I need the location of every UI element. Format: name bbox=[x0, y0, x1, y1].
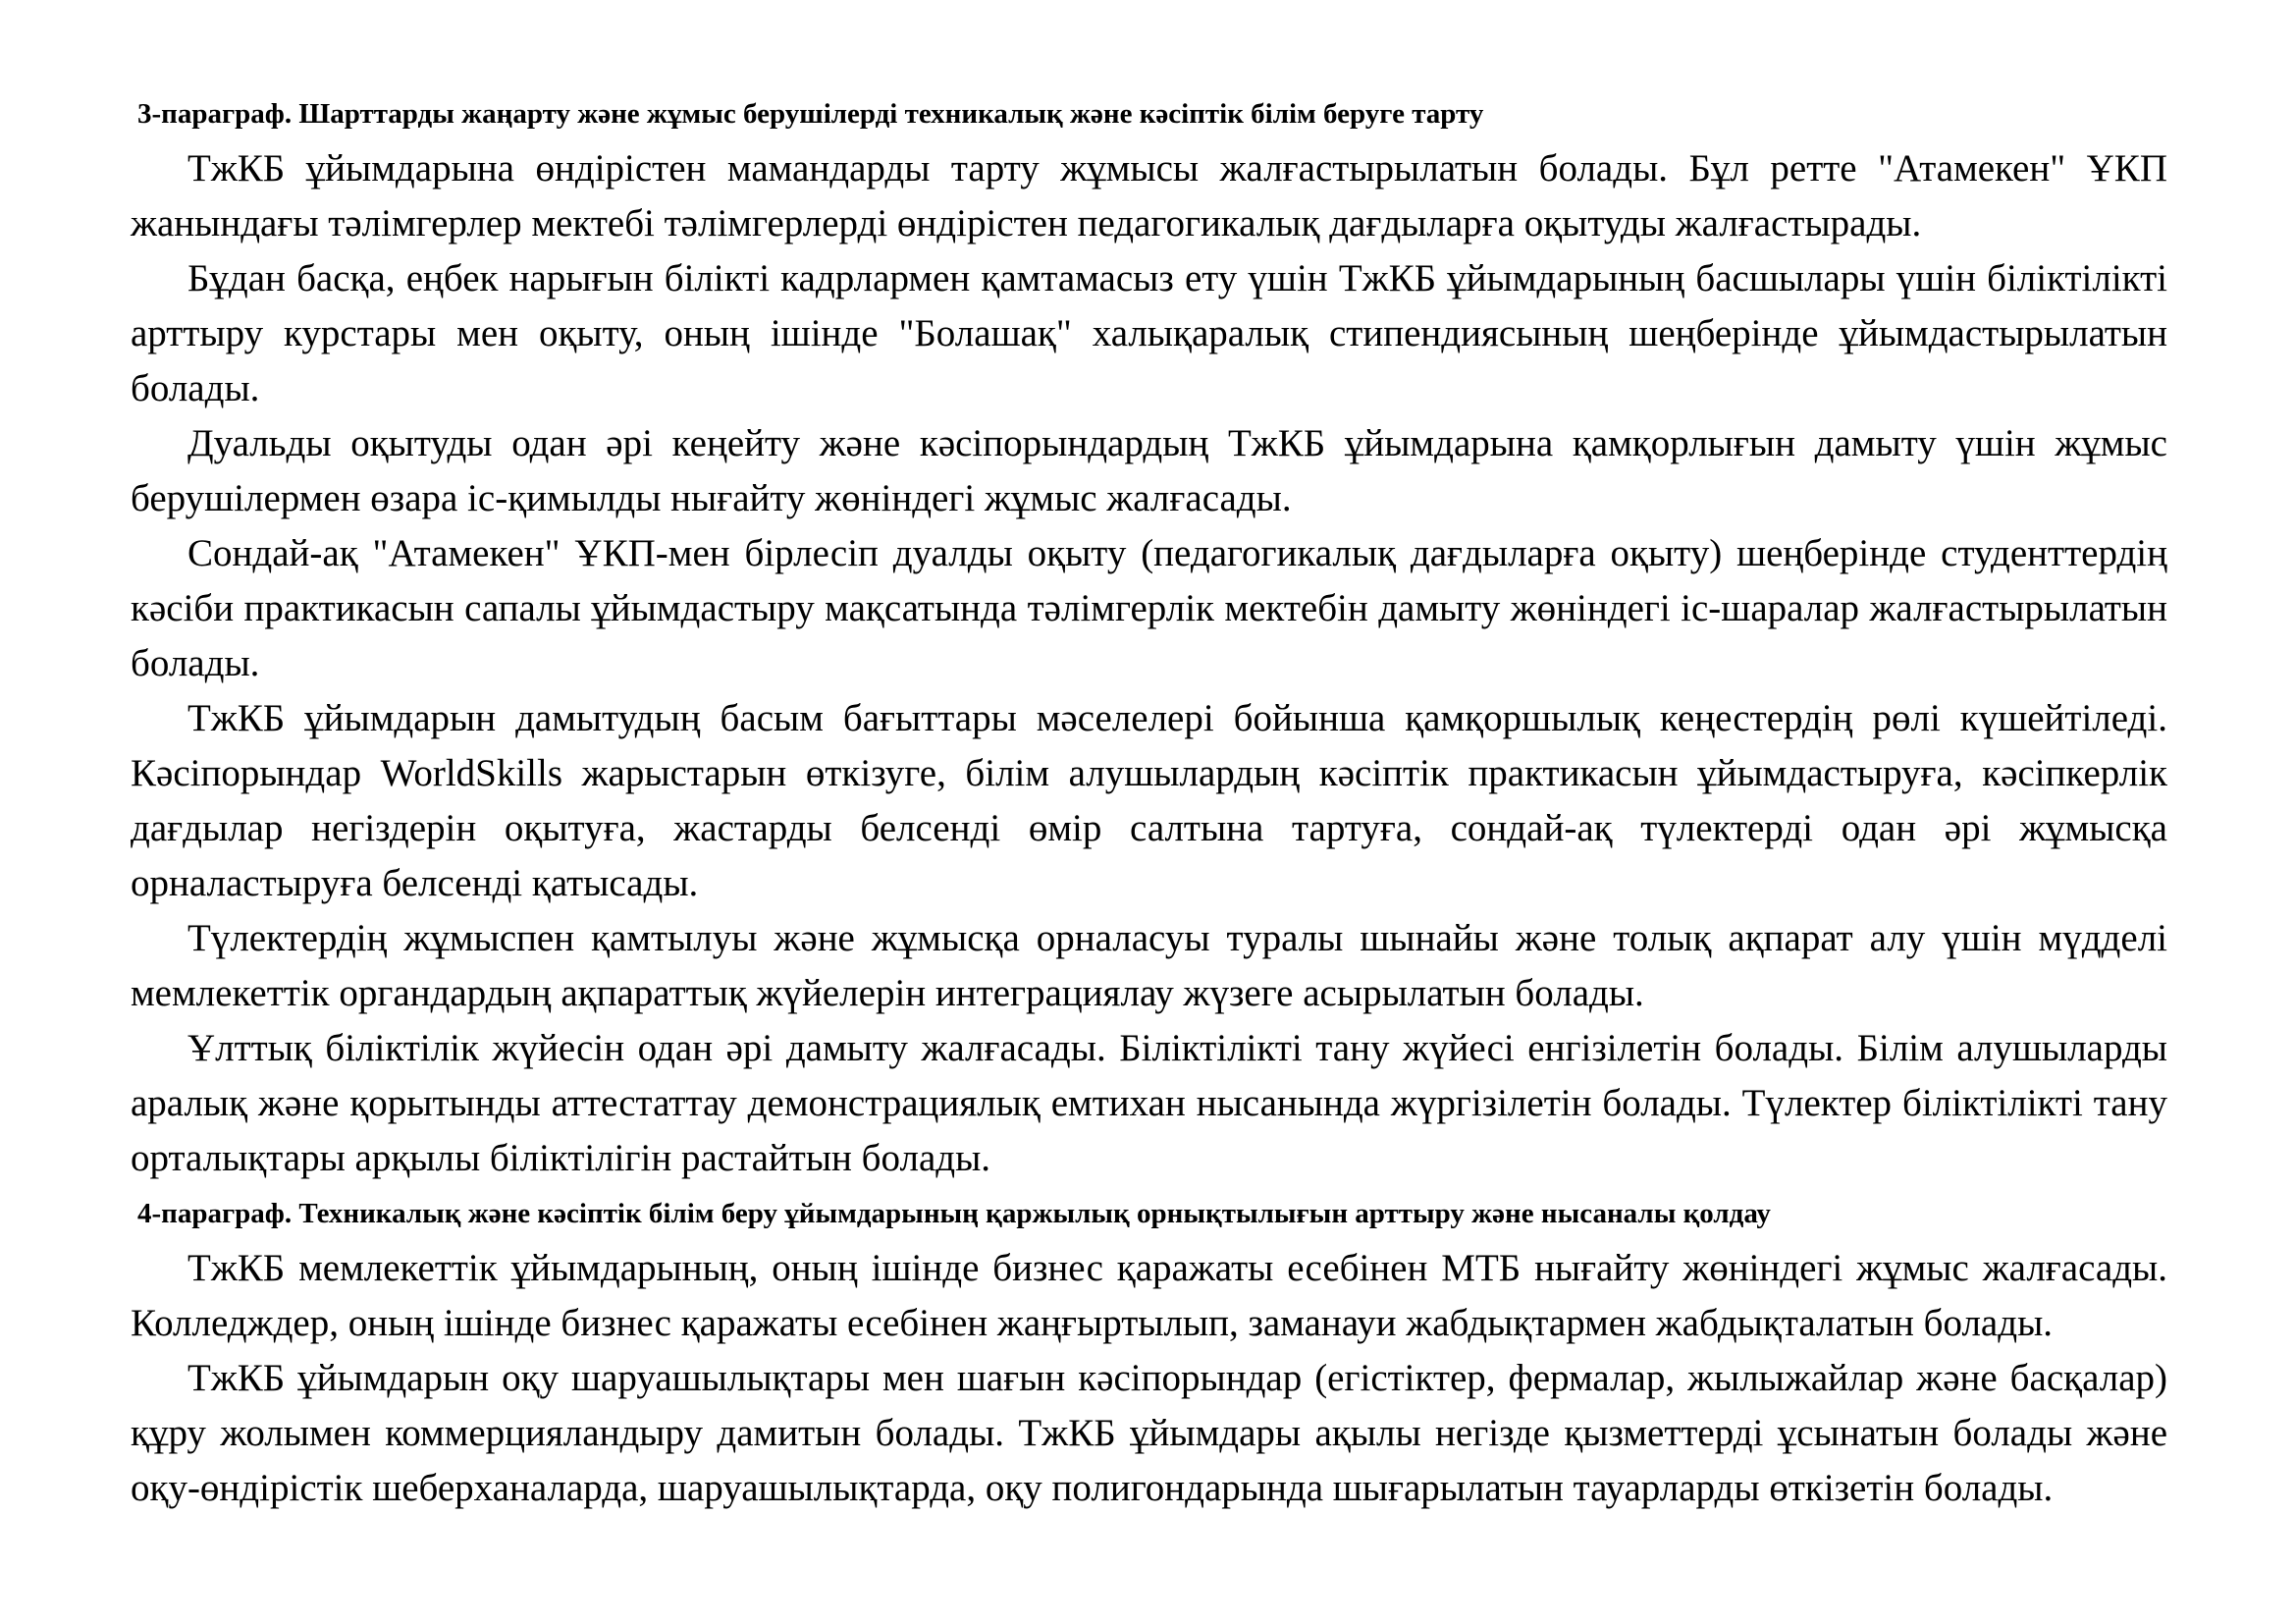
paragraph: Түлектердің жұмыспен қамтылуы және жұмысқа орналасуы туралы шынайы және толық ақпарат алу үшін мүдделі мемлекеттік органдардың ақпараттық жүйелерін интеграциялау жүзеге асырылатын болады. bbox=[131, 917, 2167, 1014]
section-4-heading: 4-параграф. Техникалық және кәсіптік білім беру ұйымдарының қаржылық орнықтылығын арттыру және нысаналы қолдау bbox=[137, 1198, 1771, 1229]
paragraph: Бұдан басқа, еңбек нарығын білікті кадрлармен қамтамасыз ету үшін ТжКБ ұйымдарының басшылары үшін біліктілікті арттыру курстары мен оқыту, оның ішінде "Болашақ" халықаралық стипендиясының шеңберінде ұйымдастырылатын болады. bbox=[131, 257, 2167, 409]
paragraph: Ұлттық біліктілік жүйесін одан әрі дамыту жалғасады. Біліктілікті тану жүйесі енгізілетін болады. Білім алушыларды аралық және қорытынды аттестаттау демонстрациялық емтихан нысанында жүргізілетін болады. Түлектер біліктілікті тану орталықтары арқылы біліктілігін растайтын болады. bbox=[131, 1027, 2167, 1179]
paragraph: Сондай-ақ "Атамекен" ҰКП-мен бірлесіп дуалды оқыту (педагогикалық дағдыларға оқыту) шеңберінде студенттердің кәсіби практикасын сапалы ұйымдастыру мақсатында тәлімгерлік мектебін дамыту жөніндегі іс-шаралар жалғастырылатын болады. bbox=[131, 532, 2167, 684]
paragraph: ТжКБ ұйымдарын дамытудың басым бағыттары мәселелері бойынша қамқоршылық кеңестердің рөлі күшейтіледі. Кәсіпорындар WorldSkills жарыстарын өткізуге, білім алушылардың кәсіптік практикасын ұйымдастыруға, кәсіпкерлік дағдылар негіздерін оқытуға, жастарды белсенді өмір салтына тартуға, сондай-ақ түлектерді одан әрі жұмысқа орналастыруға белсенді қатысады. bbox=[131, 697, 2167, 904]
paragraph: ТжКБ ұйымдарын оқу шаруашылықтары мен шағын кәсіпорындар (егістіктер, фермалар, жылыжайлар және басқалар) құру жолымен коммерцияландыру дамитын болады. ТжКБ ұйымдары ақылы негізде қызметтерді ұсынатын болады және оқу-өндірістік шеберханаларда, шаруашылықтарда, оқу полигондарында шығарылатын тауарларды өткізетін болады. bbox=[131, 1357, 2167, 1509]
paragraph: ТжКБ мемлекеттік ұйымдарының, оның ішінде бизнес қаражаты есебінен МТБ нығайту жөніндегі жұмыс жалғасады. Колледждер, оның ішінде бизнес қаражаты есебінен жаңғыртылып, заманауи жабдықтармен жабдықталатын болады. bbox=[131, 1247, 2167, 1344]
section-3-heading: 3-параграф. Шарттарды жаңарту және жұмыс берушілерді техникалық және кәсіптік білім беруге тарту bbox=[137, 98, 1484, 130]
paragraph: Дуальды оқытуды одан әрі кеңейту және кәсіпорындардың ТжКБ ұйымдарына қамқорлығын дамыту үшін жұмыс берушілермен өзара іс-қимылды нығайту жөніндегі жұмыс жалғасады. bbox=[131, 422, 2167, 519]
paragraph: ТжКБ ұйымдарына өндірістен мамандарды тарту жұмысы жалғастырылатын болады. Бұл ретте "Атамекен" ҰКП жанындағы тәлімгерлер мектебі тәлімгерлерді өндірістен педагогикалық дағдыларға оқытуды жалғастырады. bbox=[131, 147, 2167, 244]
